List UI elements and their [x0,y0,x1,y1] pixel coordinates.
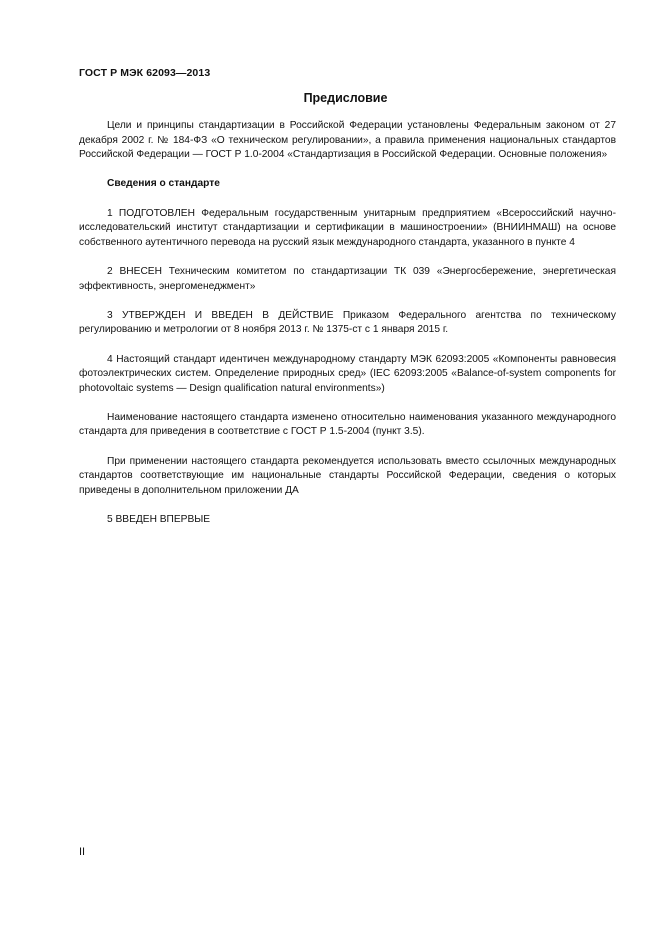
section-subheading: Сведения о стандарте [107,178,220,190]
page-number: II [79,846,86,858]
paragraph-item-2: 2 ВНЕСЕН Техническим комитетом по стандартизации ТК 039 «Энергосбережение, энергетическая эффективность, энергоменеджмент» [79,265,616,292]
paragraph-name-change: Наименование настоящего стандарта изменено относительно наименования указанного международного стандарта для приведения в соответствие с ГОСТ Р 1.5-2004 (пункт 3.5). [79,411,616,438]
paragraph-item-1: 1 ПОДГОТОВЛЕН Федеральным государственным унитарным предприятием «Всероссийский научно-исследовательский институт стандартизации и сертификации в машиностроении» (ВНИИНМАШ) на основе собственного аутентичного перевода на русский язык международного стандарта, указанного в пункте 4 [79,207,616,248]
document-body [79,119,616,528]
page-title: Предисловие [303,91,388,105]
paragraph-item-4: 4 Настоящий стандарт идентичен международному стандарту МЭК 62093:2005 «Компоненты равновесия фотоэлектрических систем. Определение природных сред» (IEC 62093:2005 «Balance-of-system components for photovoltaic systems — Design qualification natural environments») [79,353,616,394]
intro-paragraph: Цели и принципы стандартизации в Российской Федерации установлены Федеральным законом от 27 декабря 2002 г. № 184-ФЗ «О техническом регулировании», а правила применения национальных стандартов Российской Федерации — ГОСТ Р 1.0-2004 «Стандартизация в Российской Федерации. Основные положения» [79,120,616,161]
paragraph-item-3: 3 УТВЕРЖДЕН И ВВЕДЕН В ДЕЙСТВИЕ Приказом Федерального агентства по техническому регулированию и метрологии от 8 ноября 2013 г. № 1375-ст с 1 января 2015 г. [79,309,616,336]
paragraph-item-5: 5 ВВЕДЕН ВПЕРВЫЕ [107,514,211,526]
standard-designation: ГОСТ Р МЭК 62093—2013 [79,67,211,79]
paragraph-references: При применении настоящего стандарта рекомендуется использовать вместо ссылочных международных стандартов соответствующие им национальные стандарты Российской Федерации, сведения о которых приведены в дополнительном приложении ДА [79,455,616,496]
